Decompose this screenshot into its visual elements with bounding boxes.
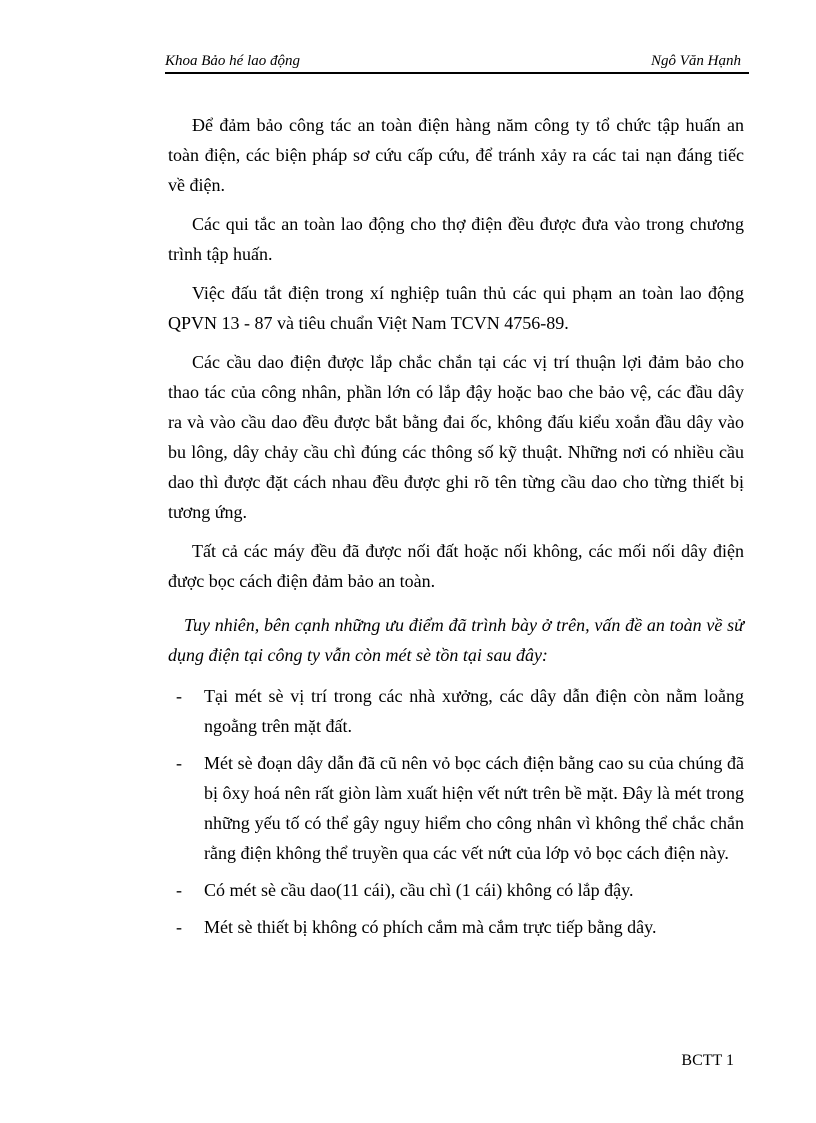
bullet-dash: -: [176, 880, 182, 900]
list-item-text: Mét sè đoạn dây dẫn đã cũ nên vỏ bọc cách điện bằng cao su của chúng đã bị ôxy hoá nên rất giòn làm xuất hiện vết nứt trên bề mặt. Đây là mét trong những yếu tố có thể gây nguy hiểm cho công nhân vì không thể chắc chắn rằng điện không thể truyền qua các vết nứt của lớp vỏ bọc cách điện này.: [204, 753, 744, 863]
paragraph: Việc đấu tắt điện trong xí nghiệp tuân thủ các qui phạm an toàn lao động QPVN 13 - 87 và tiêu chuẩn Việt Nam TCVN 4756-89.: [168, 283, 744, 333]
list-item: [168, 875, 744, 905]
paragraph: Các qui tắc an toàn lao động cho thợ điện đều được đưa vào trong chương trình tập huấn.: [168, 214, 744, 264]
bullet-dash: -: [176, 686, 182, 706]
list-item-text: Mét sè thiết bị không có phích cắm mà cắm trực tiếp bằng dây.: [204, 917, 657, 937]
page-footer-label: BCTT 1: [681, 1052, 734, 1069]
list-item: [168, 681, 744, 741]
issue-list: [168, 681, 744, 942]
bullet-dash: -: [176, 917, 182, 937]
paragraph: Để đảm bảo công tác an toàn điện hàng năm công ty tổ chức tập huấn an toàn điện, các biện pháp sơ cứu cấp cứu, để tránh xảy ra các tai nạn đáng tiếc về điện.: [168, 115, 744, 195]
list-item: [168, 748, 744, 868]
document-body: [168, 110, 744, 949]
header-department: Khoa Bảo hé lao động: [165, 53, 300, 69]
paragraph: Tất cả các máy đều đã được nối đất hoặc nối không, các mối nối dây điện được bọc cách điện đảm bảo an toàn.: [168, 541, 744, 591]
header-author: Ngô Văn Hạnh: [651, 53, 741, 69]
page-header: [165, 52, 749, 74]
list-item-text: Tại mét sè vị trí trong các nhà xưởng, các dây dẫn điện còn nằm loằng ngoằng trên mặt đất.: [204, 686, 744, 736]
list-item: [168, 912, 744, 942]
italic-intro-paragraph: Tuy nhiên, bên cạnh những ưu điểm đã trình bày ở trên, vấn đề an toàn về sử dụng điện tại công ty vẫn còn mét sè tồn tại sau đây:: [168, 615, 744, 665]
paragraph: Các cầu dao điện được lắp chắc chắn tại các vị trí thuận lợi đảm bảo cho thao tác của công nhân, phần lớn có lắp đậy hoặc bao che bảo vệ, các đầu dây ra và vào cầu dao đều được bắt bằng đai ốc, không đấu kiểu xoắn đầu dây vào bu lông, dây chảy cầu chì đúng các thông số kỹ thuật. Những nơi có nhiều cầu dao thì được đặt cách nhau đều được ghi rõ tên từng cầu dao cho từng thiết bị tương ứng.: [168, 352, 744, 522]
bullet-dash: -: [176, 753, 182, 773]
list-item-text: Có mét sè cầu dao(11 cái), cầu chì (1 cái) không có lắp đậy.: [204, 880, 634, 900]
